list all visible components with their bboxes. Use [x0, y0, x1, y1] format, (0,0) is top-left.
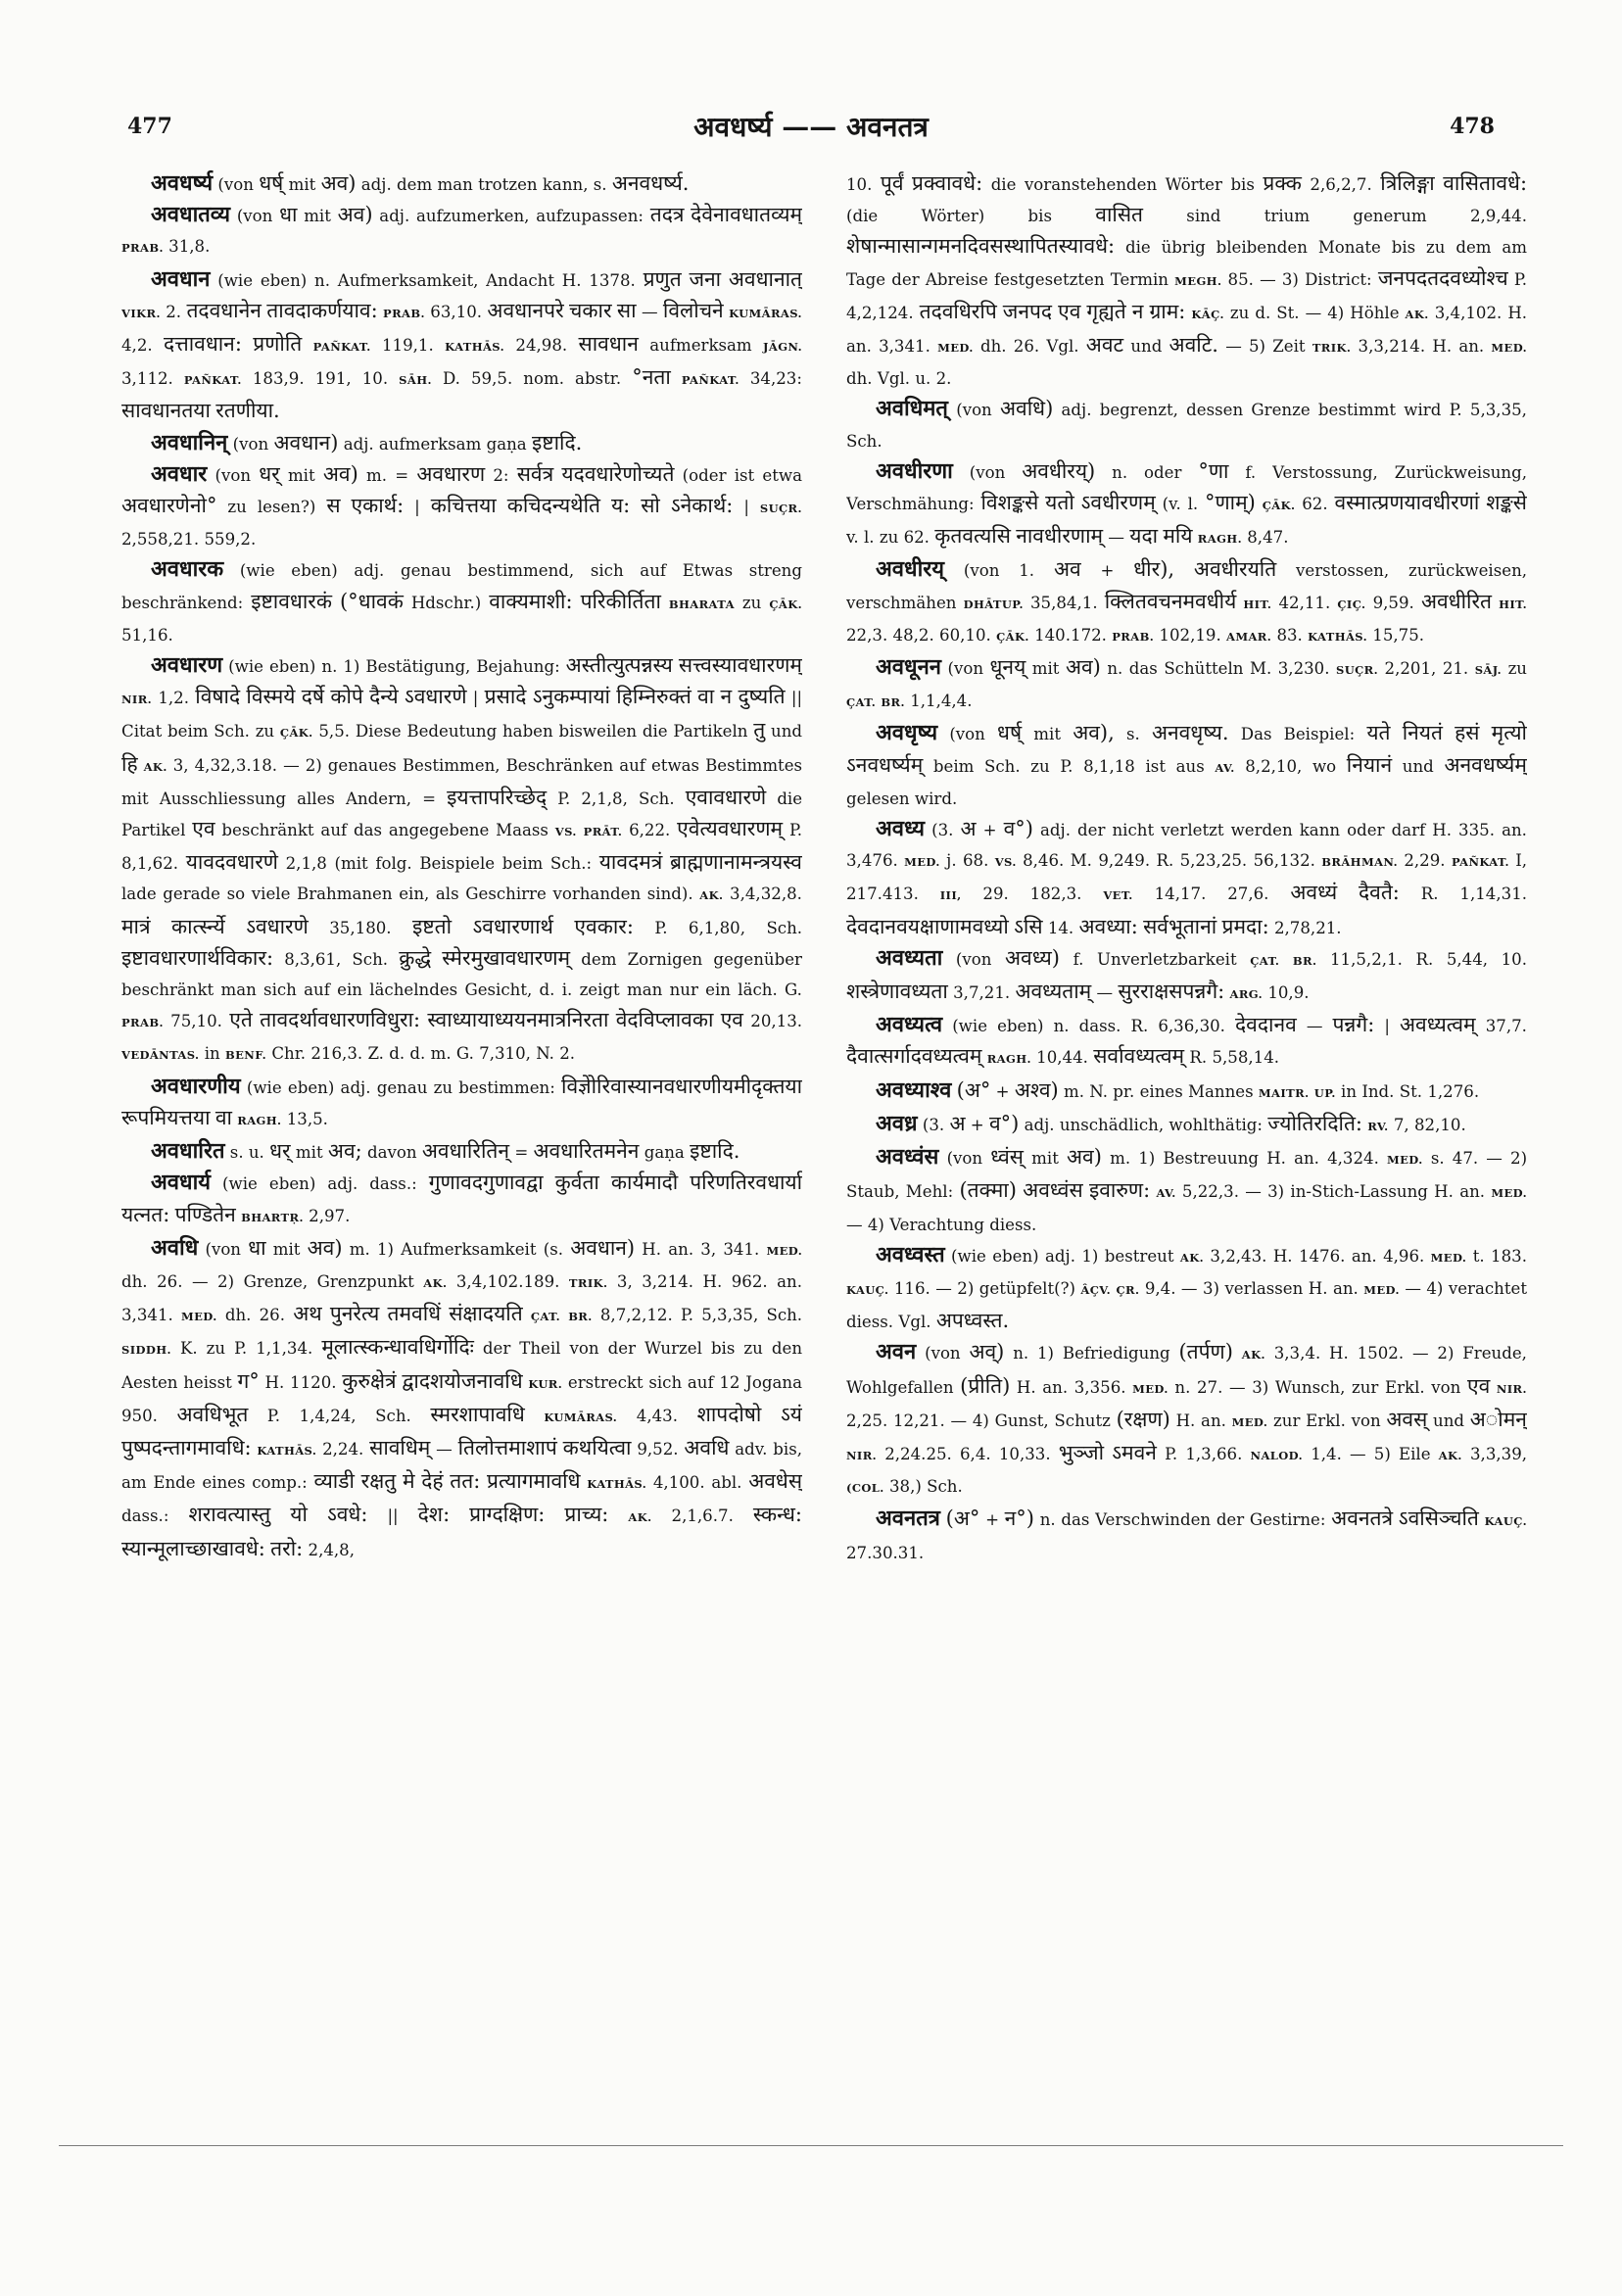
- dictionary-entry: अवन (von अव्) n. 1) Befriedigung (तर्पण) AK. 3,3,4. H. 1502. — 2) Freude, Wohlgefallen (प्रीति) H. an. 3,356. MED. n. 27. — 3) Wunsch, zur Erkl. von एव NIR. 2,25. 12,21. — 4) Gunst, Schutz (रक्षण) H. an. MED. zur Erkl. von अवस् und अोमन् NIR. 2,24.25. 6,4. 10,33. भुञ्जो ऽमवने P. 1,3,66. NALOD. 1,4. — 5) Eile AK. 3,3,39, (COL. 38,) Sch.: [846, 1339, 1527, 1497]
- page-header: [127, 108, 1495, 143]
- dictionary-entry: अवध्याश्व (अ° + अश्व) m. N. pr. eines Mannes MAITR. UP. in Ind. St. 1,276.: [876, 1076, 1480, 1103]
- right-column: [846, 168, 1527, 2010]
- dictionary-entry: अवधीरय् (von 1. अव + धीर), अवधीरयति verstossen, zurückweisen, verschmähen DHĀTUP. 35,84,1. क्लितवचनमवधीर्य HIT. 42,11. ÇIÇ. 9,59. अवधीरित HIT. 22,3. 48,2. 60,10. ÇĀK. 140.172. PRAB. 102,19. AMAR. 83. KATHĀS. 15,75.: [846, 556, 1527, 645]
- dictionary-entry: अवधारण (wie eben) n. 1) Bestätigung, Bejahung: अस्तीत्युत्पन्नस्य सत्त्वस्यावधारणम् NIR. 1,2. विषादे विस्मये दर्षे कोपे दैन्ये ऽवधारणे | प्रसादे ऽनुकम्पायां हिम्निरुक्तं वा न दुष्यति || Citat beim Sch. zu ÇĀK. 5,5. Diese Bedeutung haben bisweilen die Partikeln तु und हि AK. 3, 4,32,3.18. — 2) genaues Bestimmen, Beschränken auf etwas Bestimmtes mit Ausschliessung alles Andern, = इयत्तापरिच्छेद् P. 2,1,8, Sch. एवावधारणे die Partikel एव beschränkt auf das angegebene Maass VS. PRĀT. 6,22. एवेत्यवधारणम् P. 8,1,62. यावदवधारणे 2,1,8 (mit folg. Beispiele beim Sch.: यावदमत्रं ब्राह्मणानामन्त्रयस्व lade gerade so viele Brahmanen ein, als Geschirre vorhanden sind). AK. 3,4,32,8. मात्रं कार्त्स्न्ये ऽवधारणे 35,180. इष्टतो ऽवधारणार्थ एवकार: P. 6,1,80, Sch. इष्टावधारणार्थविकार: 8,3,61, Sch. क्रुद्धे स्मेरमुखावधारणम् dem Zornigen gegenüber beschränkt man sich auf ein lächelndes Gesicht, d. i. zeigt man nur ein läch. G. PRAB. 75,10. एते तावदर्थावधारणविधुरा: स्वाध्यायाध्ययनमात्रनिरता वेदविप्लावका एव 20,13. VEDĀNTAS. in BENF. Chr. 216,3. Z. d. d. m. G. 7,310, N. 2.: [121, 652, 802, 1064]
- dictionary-entry: अवधार (von धर् mit अव) m. = अवधारण 2: सर्वत्र यदवधारेणोच्यते (oder ist etwa अवधारणेनो° zu lesen?) स एकार्थ: | कचित्तया कचिदन्यथेति य: सो ऽनेकार्थ: | SUÇR. 2,558,21. 559,2.: [121, 460, 802, 550]
- dictionary-entry: अवध्र (3. अ + व°) adj. unschädlich, wohlthätig: ज्योतिरदिति: RV. 7, 82,10.: [876, 1110, 1466, 1136]
- left-column: [121, 168, 802, 2010]
- dictionary-entry: अवधीरणा (von अवधीरय्) n. oder °णा f. Verstossung, Zurückweisung, Verschmähung: विशङ्कसे यतो ऽवधीरणम् (v. l. °णाम्) ÇĀK. 62. वस्मात्प्रणयावधीरणां शङ्कसे v. l. zu 62. कृतवत्यसि नावधीरणाम् — यदा मयि RAGH. 8,47.: [846, 457, 1527, 549]
- dictionary-entry: अवध्वंस (von ध्वंस् mit अव) m. 1) Bestreuung H. an. 4,324. MED. s. 47. — 2) Staub, Mehl: (तक्मा) अवध्वंस इवारुण: AV. 5,22,3. — 3) in-Stich-Lassung H. an. MED. — 4) Verachtung diess.: [846, 1144, 1527, 1234]
- dictionary-entry: अवधानिन् (von अवधान) adj. aufmerksam gaṇa इष्टादि.: [151, 429, 583, 455]
- dictionary-entry: अवधातव्य (von धा mit अव) adj. aufzumerken, aufzupassen: तदत्र देवेनावधातव्यम् PRAB. 31,8.: [121, 202, 802, 257]
- dictionary-entry: अवधिमत् (von अवधि) adj. begrenzt, dessen Grenze bestimmt wird P. 5,3,35, Sch.: [846, 396, 1527, 451]
- dictionary-entry: अवध्य (3. अ + व°) adj. der nicht verletzt werden kann oder darf H. 335. an. 3,476. MED. j. 68. VS. 8,46. M. 9,249. R. 5,23,25. 56,132. BRĀHMAN. 2,29. PAÑKAT. I, 217.413. III, 29. 182,3. VET. 14,17. 27,6. अवध्यं दैवतै: R. 1,14,31. देवदानवयक्षाणामवध्यो ऽसि 14. अवध्या: सर्वभूतानां प्रमदा: 2,78,21.: [846, 816, 1527, 938]
- dictionary-entry: 10. पूर्वं प्रक्वावधे: die voranstehenden Wörter bis प्रक्क 2,6,2,7. त्रिलिङ्गा वासितावधे: (die Wörter) bis वासित sind trium generum 2,9,44. शेषान्मासान्गमनदिवसस्थापितस्यावधे: die übrig bleibenden Monate bis zu dem am Tage der Abreise festgesetzten Termin MEGH. 85. — 3) District: जनपदतदवध्योश्च P. 4,2,124. तदवधिरपि जनपद एव गृह्यते न ग्राम: KĀÇ. zu d. St. — 4) Höhle AK. 3,4,102. H. an. 3,341. MED. dh. 26. Vgl. अवट und अवटि. — 5) Zeit TRIK. 3,3,214. H. an. MED. dh. Vgl. u. 2.: [846, 171, 1527, 389]
- dictionary-entry: अवधारक (wie eben) adj. genau bestimmend, sich auf Etwas streng beschränkend: इष्टावधारकं (°धावकं Hdschr.) वाक्यमाशी: परिकीर्तिता BHARATA zu ÇĀK. 51,16.: [121, 556, 802, 645]
- bottom-rule: [59, 2145, 1563, 2146]
- dictionary-entry: अवधि (von धा mit अव) m. 1) Aufmerksamkeit (s. अवधान) H. an. 3, 341. MED. dh. 26. — 2) Grenze, Grenzpunkt AK. 3,4,102.189. TRIK. 3, 3,214. H. 962. an. 3,341. MED. dh. 26. अथ पुनरेत्य तमवधिं संक्षादयति ÇAT. BR. 8,7,2,12. P. 5,3,35, Sch. SIDDH. K. zu P. 1,1,34. मूलात्स्कन्धावधिर्गोदिः der Theil von der Wurzel bis zu den Aesten heisst ग° H. 1120. कुरुक्षेत्रं द्वादशयोजनावधि KUR. erstreckt sich auf 12 Jogana 950. अवधिभूत P. 1,4,24, Sch. स्मरशापावधि KUMĀRAS. 4,43. शापदोषो ऽयं पुष्पदन्तागमावधि: KATHĀS. 2,24. सावधिम् — तिलोत्तमाशापं कथयित्वा 9,52. अवधि adv. bis, am Ende eines comp.: व्याडी रक्षतु मे देहं तत: प्रत्यागमावधि KATHĀS. 4,100. abl. अवधेस् dass.: शरावत्यास्तु यो ऽवधे: || देश: प्राग्दक्षिण: प्राच्य: AK. 2,1,6.7. स्कन्ध: स्यान्मूलाच्छाखावधे: तरो: 2,4,8,: [121, 1234, 802, 1560]
- dictionary-entry: अवधार्य (wie eben) adj. dass.: गुणावदगुणावद्वा कुर्वता कार्यमादौ परिणतिरवधार्या यत्नत: पण्डितेन BHARTṚ. 2,97.: [121, 1170, 802, 1226]
- dictionary-entry: अवनतत्र (अ° + न°) n. das Verschwinden der Gestirne: अवनतत्रे ऽवसिञ्चति KAUÇ. 27.30.31.: [846, 1506, 1527, 1562]
- left-page-number: 477: [127, 114, 172, 139]
- dictionary-entry: अवध्यत्व (wie eben) n. dass. R. 6,36,30. देवदानव — पन्नगै: | अवध्यत्वम् 37,7. दैवात्सर्गादवध्यत्वम् RAGH. 10,44. सर्वावध्यत्वम् R. 5,58,14.: [846, 1012, 1527, 1069]
- dictionary-entry: अवध्वस्त (wie eben) adj. 1) bestreut AK. 3,2,43. H. 1476. an. 4,96. MED. t. 183. KAUÇ. 116. — 2) getüpfelt(?) ÂÇV. ÇR. 9,4. — 3) verlassen H. an. MED. — 4) verachtet diess. Vgl. अपध्वस्त.: [846, 1241, 1527, 1333]
- right-page-number: 478: [1450, 114, 1495, 139]
- dictionary-entry: अवधान (wie eben) n. Aufmerksamkeit, Andacht H. 1378. प्रणुत जना अवधानात् VIKR. 2. तदवधानेन तावदाकर्णयाव: PRAB. 63,10. अवधानपरे चकार सा — विलोचने KUMĀRAS. 4,2. दत्तावधान: प्रणोति PAÑKAT. 119,1. KATHĀS. 24,98. सावधान aufmerksam JĀGN. 3,112. PAÑKAT. 183,9. 191, 10. SĀH. D. 59,5. nom. abstr. °नता PAÑKAT. 34,23: सावधानतया रतणीया.: [121, 265, 802, 423]
- dictionary-entry: अवध्यता (von अवध्य) f. Unverletzbarkeit ÇAT. BR. 11,5,2,1. R. 5,44, 10. शस्त्रेणावध्यता 3,7,21. अवध्यताम् — सुरराक्षसपन्नगै: ARG. 10,9.: [846, 944, 1527, 1004]
- dictionary-entry: अवधर्ष्य (von धर्ष् mit अव) adj. dem man trotzen kann, s. अनवधर्ष्य.: [151, 170, 690, 196]
- dictionary-entry: अवधृष्य (von धर्ष् mit अव), s. अनवधृष्य. Das Beispiel: यते नियतं हसं मृत्यो ऽनवधर्ष्यम् beim Sch. zu P. 8,1,18 ist aus AV. 8,2,10, wo नियानं und अनवधर्ष्यम् gelesen wird.: [846, 720, 1527, 808]
- dictionary-entry: अवधारित s. u. धर् mit अव; davon अवधारितिन् = अवधारितमनेन gaṇa इष्टादि.: [151, 1138, 740, 1165]
- running-title: अवधर्ष्य —— अवनतत्र: [693, 111, 929, 143]
- dictionary-entry: अवधूनन (von धूनय् mit अव) n. das Schütteln M. 3,230. SUÇR. 2,201, 21. SĀJ. zu ÇAT. BR. 1,1,4,4.: [846, 654, 1527, 711]
- dictionary-entry: अवधारणीय (wie eben) adj. genau zu bestimmen: विज्ञेोरिवास्यानवधारणीयमीदृक्तया रूपमियत्तया वा RAGH. 13,5.: [121, 1073, 802, 1129]
